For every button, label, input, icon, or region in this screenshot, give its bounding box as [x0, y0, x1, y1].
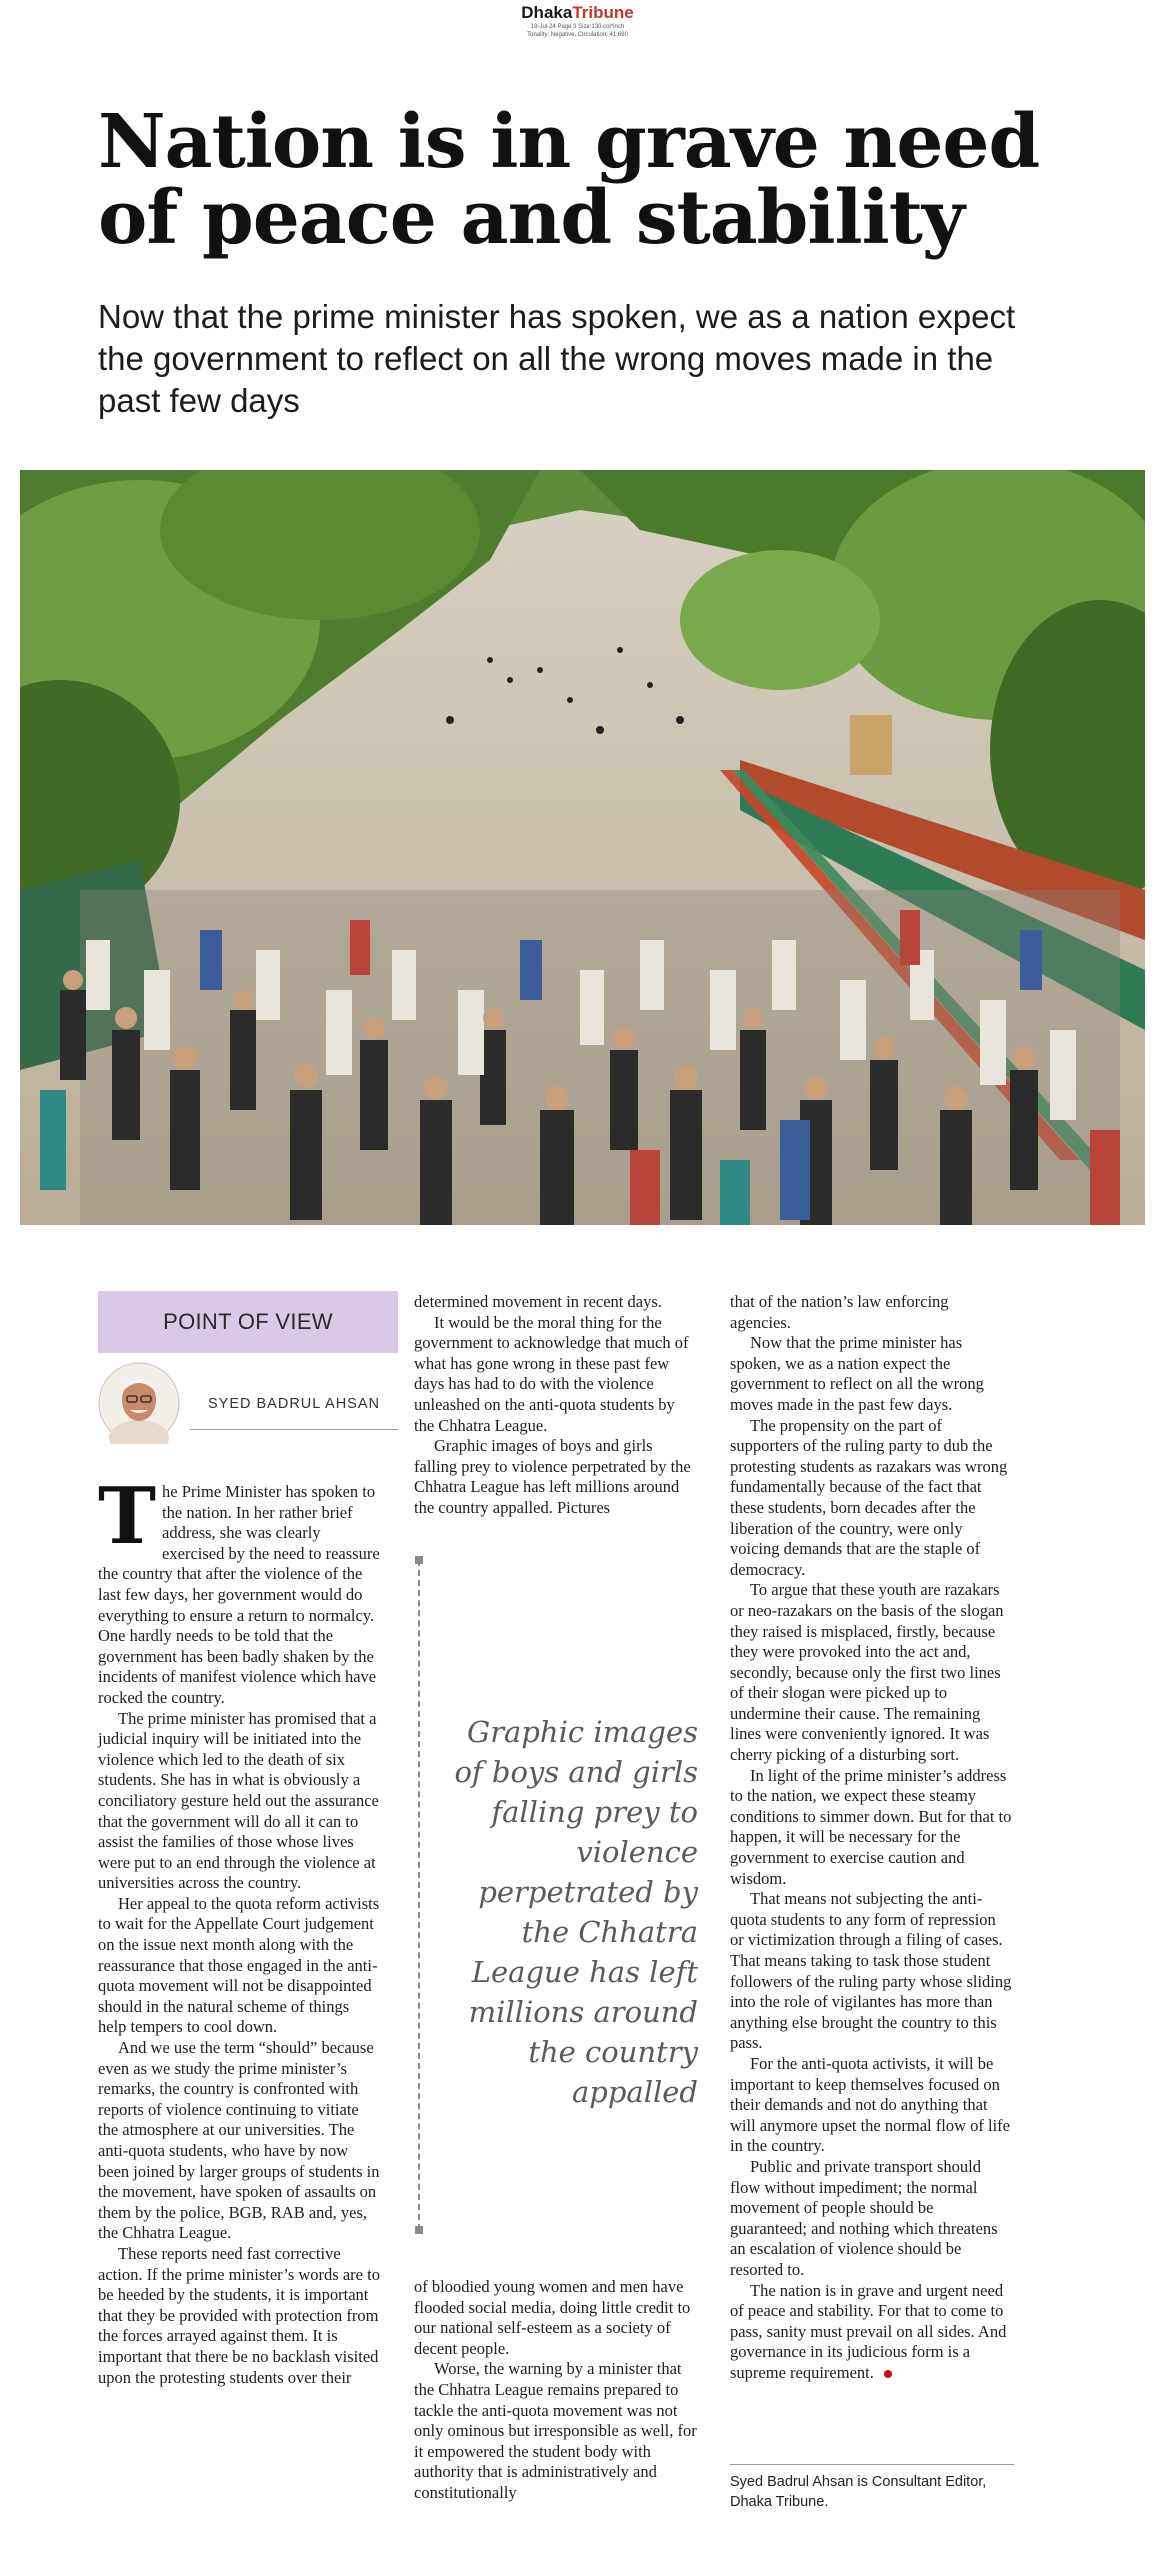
- paragraph: In light of the prime minister’s address to the nation, we expect these steamy conditions to simmer down. But for that to happen, it will be necessary for the government to exercise caution and wisdom.: [730, 1765, 1012, 1888]
- paragraph: Her appeal to the quota reform activists to wait for the Appellate Court judgement on the issue next month along with the reassurance that those engaged in the anti-quota movement will not be disappointed should in the natural scheme of things help tempers to cool down.: [98, 1893, 380, 2037]
- clipping-meta-line2: Tonality: Negative, Circulation: 41,690: [527, 32, 628, 38]
- paragraph: These reports need fast corrective action. If the prime minister’s words are to be heeded by the students, it is important that they be provided with protection from the forces arrayed against them. It is important that there be no backlash visited upon the protesting students over their: [98, 2243, 380, 2387]
- paragraph: that of the nation’s law enforcing agencies.: [730, 1292, 949, 1332]
- drop-cap: T: [98, 1471, 157, 1562]
- byline-divider: [190, 1429, 398, 1430]
- newspaper-logo: [0, 3, 1155, 23]
- paragraph: And we use the term “should” because even as we study the prime minister’s remarks, the country is confronted with reports of violence continuing to vitiate the atmosphere at our universities. The anti-quota students, who have by now been joined by larger groups of students in the movement, have spoken of assaults on them by the police, BGB, RAB and, yes, the Chhatra League.: [98, 2038, 380, 2243]
- logo-dhaka: Dhaka: [521, 3, 573, 22]
- headline: Nation is in grave need of peace and stability: [98, 99, 1040, 261]
- paragraph: Public and private transport should flow without impediment; the normal movement of people should be guaranteed; and nothing which threatens an escalation of violence should be resorted to.: [730, 2156, 998, 2279]
- paragraph: Worse, the warning by a minister that the Chhatra League remains prepared to tackle the anti-quota movement was not only ominous but irresponsible as well, for it empowered the student body with authority that is administratively and constitutionally: [414, 2359, 697, 2502]
- logo-tribune: Tribune: [572, 3, 634, 22]
- paragraph-final: [730, 2281, 1013, 2384]
- pullquote-rule: [418, 1560, 420, 2230]
- body-column-1: [98, 1471, 381, 2388]
- body-column-3: [730, 1292, 1013, 2383]
- author-byline: SYED BADRUL AHSAN: [208, 1396, 380, 1412]
- paragraph: The prime minister has promised that a judicial inquiry will be initiated into the violence which led to the death of six students. She has in what is obviously a conciliatory gesture held out the assurance that the government will do all it can to assist the families of those whose lives were put to an end through the violence at universities across the country.: [98, 1708, 379, 1893]
- paragraph: Now that the prime minister has spoken, we as a nation expect the government to reflect on all the wrong moves made in the past few days.: [730, 1333, 984, 1414]
- section-label-point-of-view: POINT OF VIEW: [98, 1291, 398, 1353]
- author-bio: Syed Badrul Ahsan is Consultant Editor, Dhaka Tribune.: [730, 2474, 987, 2510]
- end-mark-icon: [884, 2370, 892, 2378]
- pullquote-rule-cap-top: [415, 1556, 423, 1564]
- paragraph: That means not subjecting the anti-quota students to any form of repression or victimization through a filing of cases. That means taking to task those student followers of the ruling party whose sliding into the role of vigilantes has more than anything else brought the country to this pass.: [730, 1889, 1012, 2053]
- paragraph: determined movement in recent days.: [414, 1292, 662, 1311]
- standfirst: Now that the prime minister has spoken, we as a nation expect the government to reflect on all the wrong moves made in the past few days: [98, 298, 1016, 419]
- paragraph: To argue that these youth are razakars or neo-razakars on the basis of the slogan they raised is misplaced, firstly, because they were provoked into the act and, secondly, because only the first two lines of their slogan were picked up to undermine their cause. The remaining lines were conveniently ignored. It was cherry picking of a disturbing sort.: [730, 1580, 1004, 1765]
- body-column-2-top: [414, 1292, 697, 1519]
- paragraph: It would be the moral thing for the government to acknowledge that much of what has gone wrong in these past few days has had to do with the violence unleashed on the anti-quota students by the Chhatra League.: [414, 1312, 689, 1435]
- paragraph: For the anti-quota activists, it will be important to keep themselves focused on their demands and not do anything that will anymore upset the normal flow of life in the country.: [730, 2053, 1010, 2156]
- pull-quote: Graphic images of boys and girls falling prey to violence perpetrated by the Chhatra League has left millions around the country appalled: [454, 1715, 698, 2109]
- masthead: [0, 0, 1155, 39]
- paragraph: The propensity on the part of supporters of the ruling party to dub the protesting students as razakars was wrong fundamentally because of the fact that these students, born decades after the liberation of the country, were only voicing demands that are the staple of democracy.: [730, 1415, 1008, 1579]
- body-column-2-bottom: [414, 2277, 697, 2504]
- bio-divider: [730, 2464, 1014, 2465]
- paragraph: Graphic images of boys and girls falling prey to violence perpetrated by the Chhatra League has left millions around the country appalled. Pictures: [414, 1436, 691, 1517]
- protest-crowd-photo: [20, 470, 1145, 1225]
- pullquote-rule-cap-bottom: [415, 2226, 423, 2234]
- author-avatar: [98, 1362, 180, 1444]
- paragraph: of bloodied young women and men have flooded social media, doing little credit to our national self-esteem as a society of decent people.: [414, 2277, 691, 2358]
- final-paragraph-text: The nation is in grave and urgent need of peace and stability. For that to come to pass, sanity must prevail on all sides. And governance in its judicious form is a supreme requirement.: [730, 2280, 1007, 2382]
- clipping-meta-line1: 19-Jul-24 Page 3 Size:130 col*inch: [530, 24, 625, 30]
- paragraph: he Prime Minister has spoken to the nation. In her rather brief address, she was clearly exercised by the need to reassure the country that after the violence of the last few days, her government would do everything to ensure a return to normalcy. One hardly needs to be told that the government has been badly shaken by the incidents of manifest violence which have rocked the country.: [98, 1482, 380, 1707]
